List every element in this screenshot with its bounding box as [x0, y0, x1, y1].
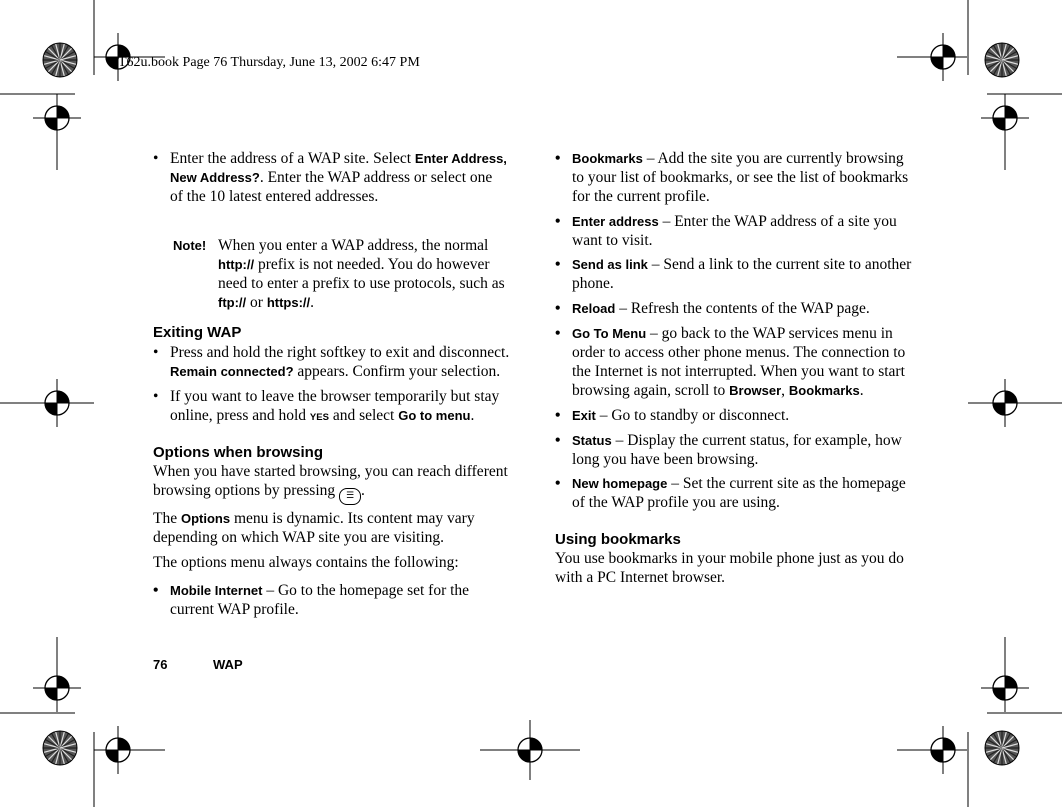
- note-label: Note!: [173, 238, 207, 253]
- paragraph: You use bookmarks in your mobile phone just as you do with a PC Internet browser.: [555, 550, 904, 586]
- bullet-glyph: •: [153, 150, 159, 167]
- section-heading: Options when browsing: [153, 444, 323, 461]
- section-name: WAP: [213, 657, 243, 672]
- yes-key-label: YES: [309, 412, 329, 423]
- paragraph: The options menu always contains the following:: [153, 554, 459, 571]
- print-banner: T62u.book Page 76 Thursday, June 13, 2002 6:47 PM: [118, 55, 420, 70]
- note-body: When you enter a WAP address, the normal http:// prefix is not needed. You do however need to enter a prefix to use protocols, such as ftp:// or https://.: [218, 237, 505, 311]
- page-number: 76: [153, 657, 168, 672]
- options-key-icon: ☰: [339, 488, 361, 505]
- section-heading: Exiting WAP: [153, 324, 242, 341]
- paragraph: The Options menu is dynamic. Its content may vary depending on which WAP site you are visiting.: [153, 510, 475, 546]
- paragraph: When you have started browsing, you can reach different browsing options by pressing ☰ .: [153, 462, 548, 505]
- section-heading: Using bookmarks: [555, 531, 681, 548]
